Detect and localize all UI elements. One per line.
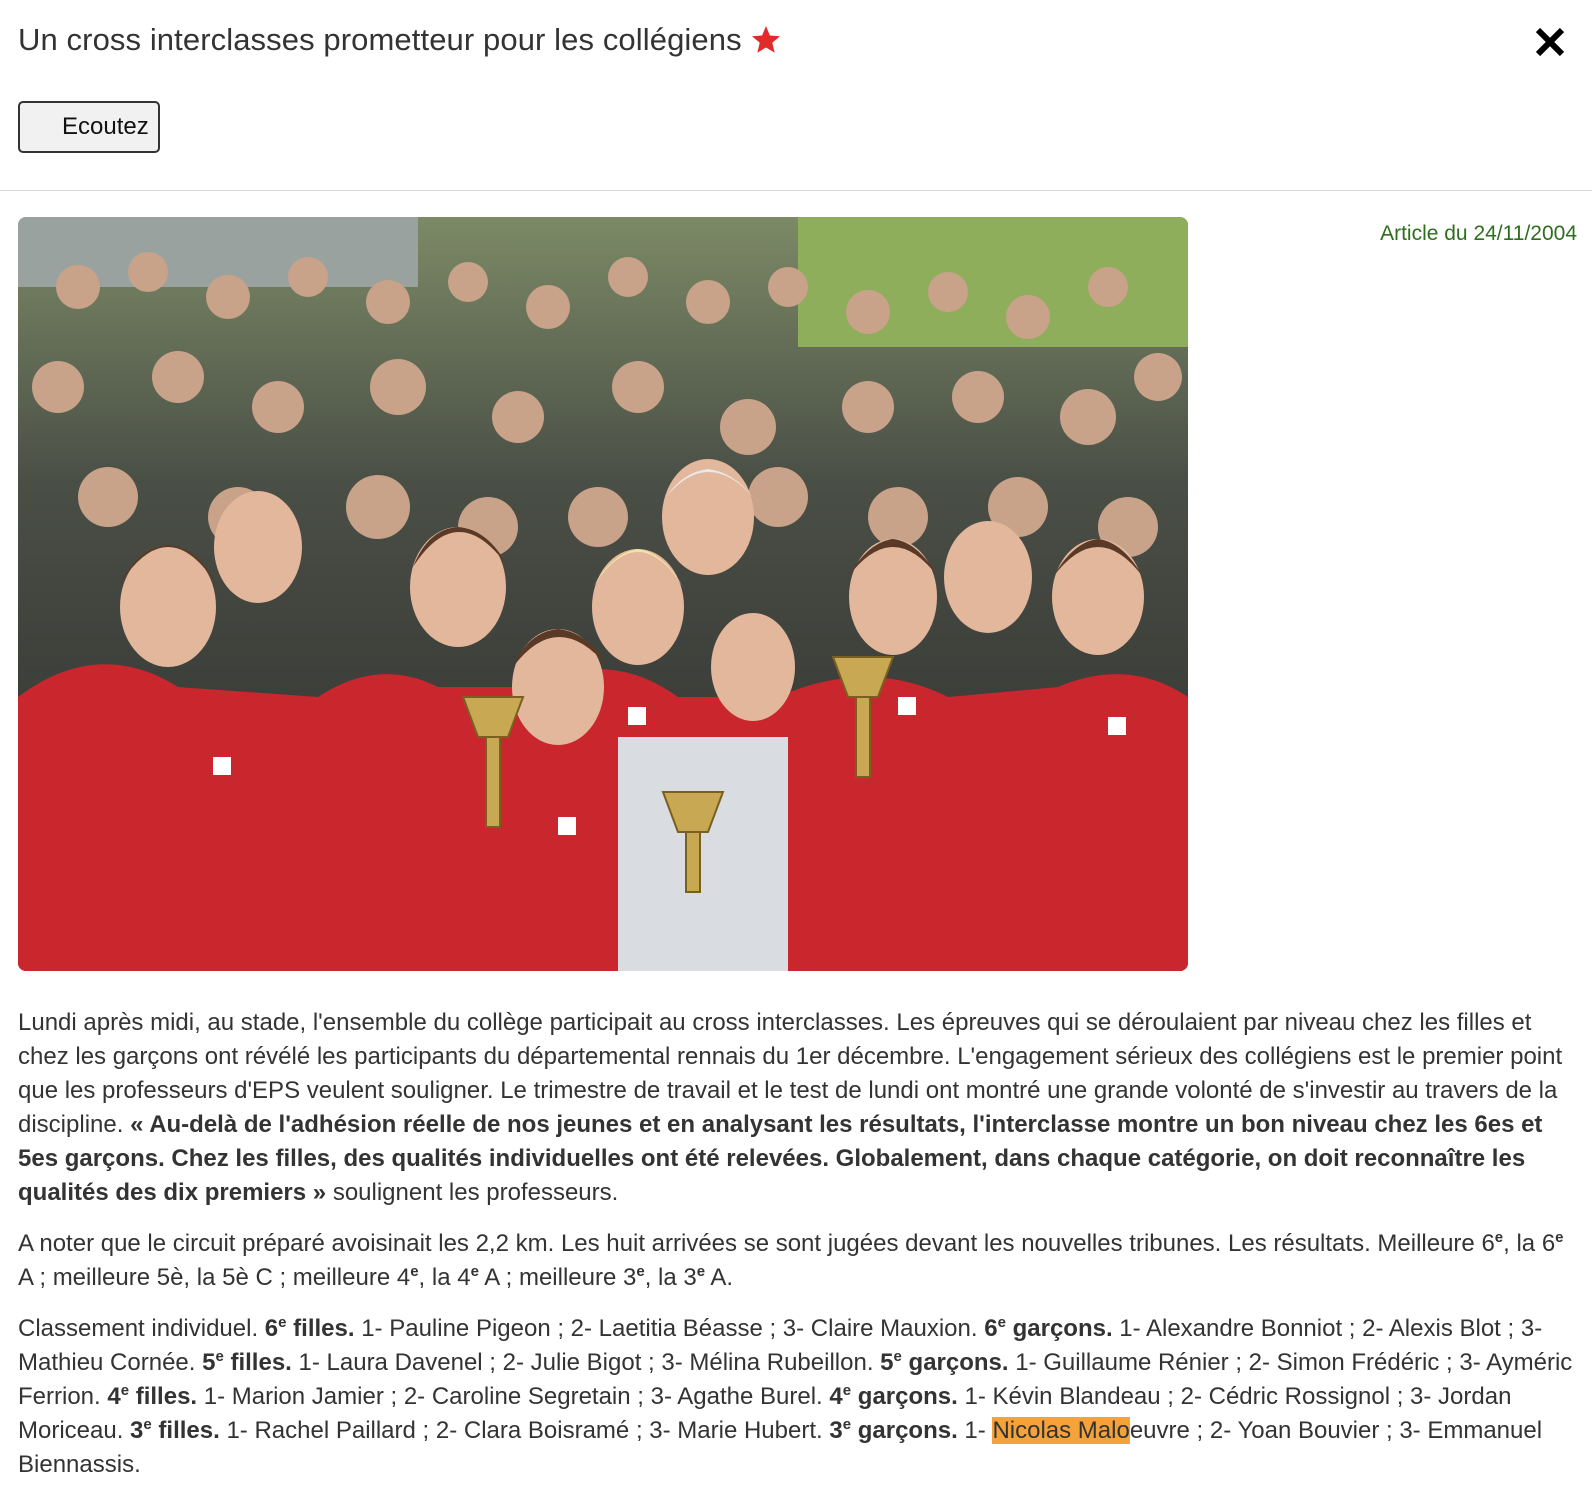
article-date: Article du 24/11/2004 (1380, 222, 1577, 245)
page-title: Un cross interclasses prometteur pour les collégiens (18, 22, 742, 57)
paragraph-intro: Lundi après midi, au stade, l'ensemble du collège participait au cross interclasses. Les épreuves qui se déroulaient par niveau chez les filles et chez les garçons ont révélé les participants du départemental rennais du 1er décembre. L'engagement sérieux des collégiens est le premier point que les professeurs d'EPS veulent souligner. Le trimestre de travail et le test de lundi ont montré une grande volonté de s'investir au travers de la discipline. « Au-delà de l'adhésion réelle de nos jeunes et en analysant les résultats, l'interclasse montre un bon niveau chez les 6es et 5es garçons. Chez les filles, des qualités individuelles ont été relevées. Globalement, dans chaque catégorie, on doit reconnaître les qualités des dix premiers » soulignent les professeurs. (18, 1009, 1563, 1206)
listen-button[interactable]: Ecoutez (18, 101, 160, 153)
title-row (18, 22, 782, 58)
article-body (18, 1006, 1578, 1499)
star-icon[interactable] (750, 24, 782, 56)
quote: « Au-delà de l'adhésion réelle de nos jeunes et en analysant les résultats, l'interclasse montre un bon niveau chez les 6es et 5es garçons. Chez les filles, des qualités individuelles ont été relevées. Globalement, dans chaque catégorie, on doit reconnaître les qualités des dix premiers » (18, 1111, 1543, 1206)
paragraph-ranking: Classement individuel. 6e filles. 1- Pauline Pigeon ; 2- Laetitia Béasse ; 3- Claire Mauxion. 6e garçons. 1- Alexandre Bonniot ; 2- Alexis Blot ; 3- Mathieu Cornée. 5e filles. 1- Laura Davenel ; 2- Julie Bigot ; 3- Mélina Rubeillon. 5e garçons. 1- Guillaume Rénier ; 2- Simon Frédéric ; 3- Ayméric Ferrion. 4e filles. 1- Marion Jamier ; 2- Caroline Segretain ; 3- Agathe Burel. 4e garçons. 1- Kévin Blandeau ; 2- Cédric Rossignol ; 3- Jordan Moriceau. 3e filles. 1- Rachel Paillard ; 2- Clara Boisramé ; 3- Marie Hubert. 3e garçons. 1- Nicolas Maloeuvre ; 2- Yoan Bouvier ; 3- Emmanuel Biennassis. (18, 1314, 1573, 1478)
search-highlight: Nicolas Malo (992, 1417, 1130, 1444)
article-photo (18, 217, 1188, 971)
crowd-photo-illustration (18, 217, 1188, 971)
article-header (0, 0, 1592, 191)
paragraph-results: A noter que le circuit préparé avoisinait les 2,2 km. Les huit arrivées se sont jugées devant les nouvelles tribunes. Les résultats. Meilleure 6e, la 6e A ; meilleure 5è, la 5è C ; meilleure 4e, la 4e A ; meilleure 3e, la 3e A. (18, 1229, 1564, 1291)
close-icon[interactable] (1530, 22, 1570, 62)
